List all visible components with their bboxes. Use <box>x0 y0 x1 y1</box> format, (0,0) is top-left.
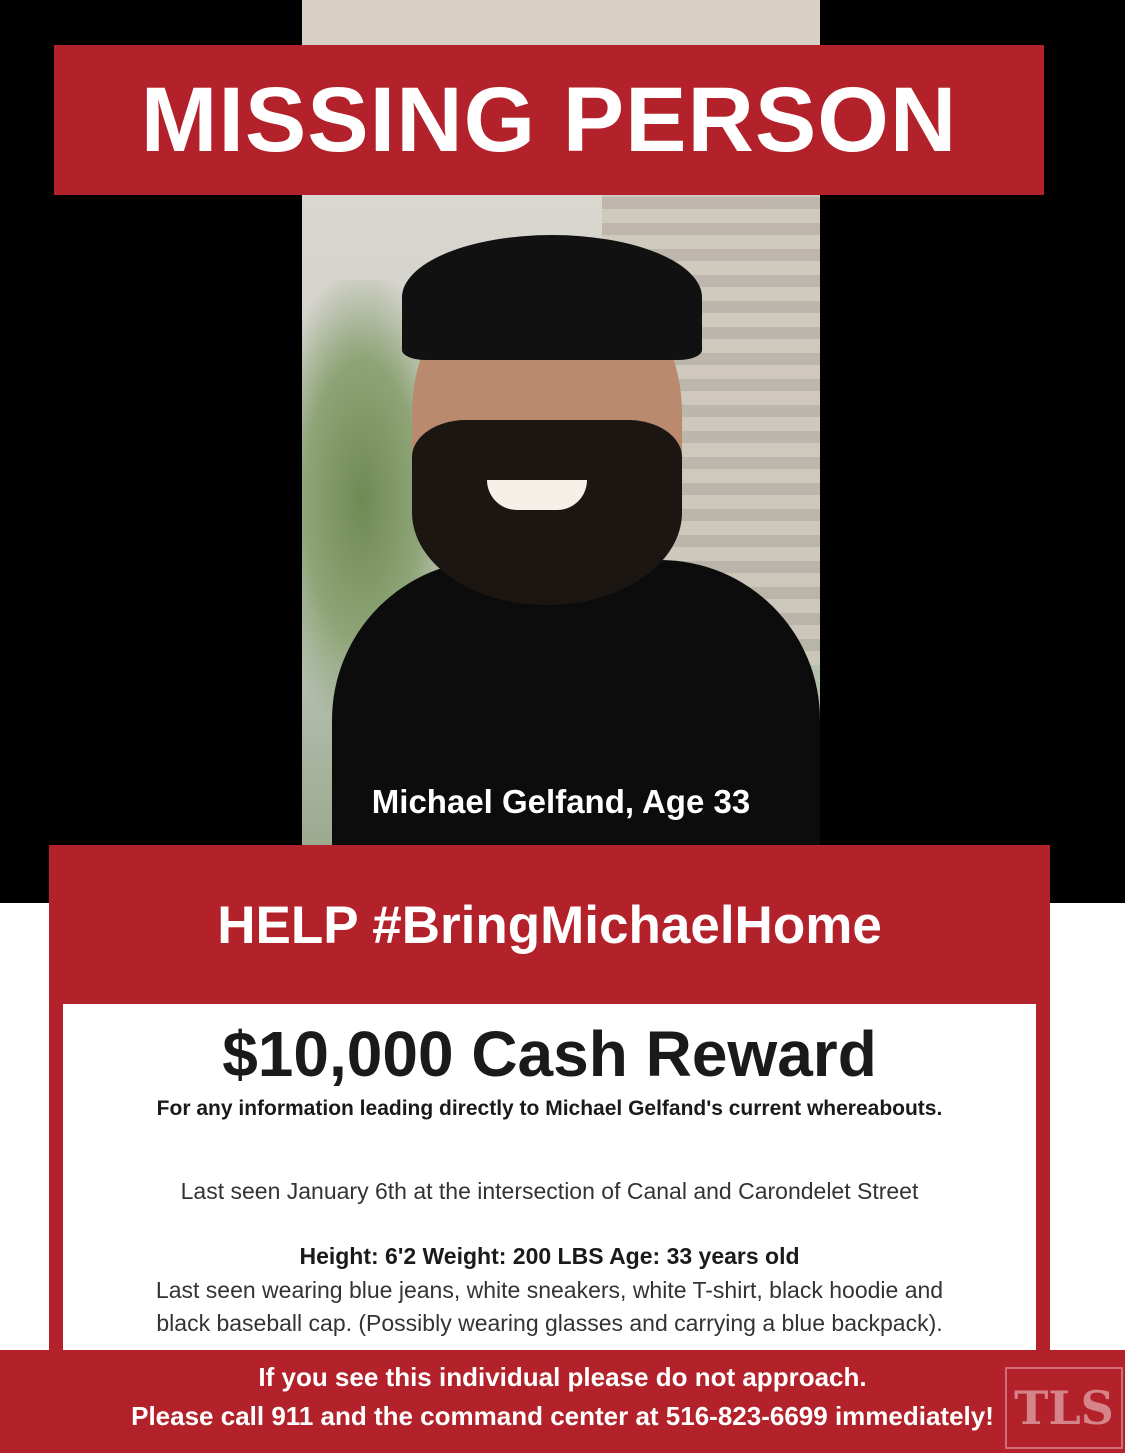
clothing-line-2: black baseball cap. (Possibly wearing glasses and carrying a blue backpack). <box>156 1310 943 1336</box>
reward-amount: $10,000 Cash Reward <box>222 1018 877 1090</box>
clothing-description <box>63 1274 1036 1340</box>
footer-contact: Please call 911 and the command center at 516-823-6699 immediately! <box>131 1401 994 1431</box>
photo-ceiling <box>302 0 820 45</box>
reward-terms: For any information leading directly to Michael Gelfand's current whereabouts. <box>156 1097 943 1120</box>
photo-caption: Michael Gelfand, Age 33 <box>371 783 751 820</box>
page-title: MISSING PERSON <box>140 68 958 171</box>
hashtag-heading: HELP #BringMichaelHome <box>217 896 882 955</box>
title-banner <box>54 45 1044 195</box>
photo-beard <box>412 420 682 605</box>
physical-stats: Height: 6'2 Weight: 200 LBS Age: 33 years old <box>299 1243 800 1269</box>
clothing-line-1: Last seen wearing blue jeans, white sneakers, white T-shirt, black hoodie and <box>155 1277 944 1303</box>
tls-watermark-logo: TLS <box>1005 1367 1123 1449</box>
photo-cap <box>402 235 702 360</box>
last-seen-location: Last seen January 6th at the intersection of Canal and Carondelet Street <box>180 1178 919 1204</box>
footer-warning: If you see this individual please do not approach. <box>258 1362 867 1392</box>
photo-smile <box>487 480 587 510</box>
